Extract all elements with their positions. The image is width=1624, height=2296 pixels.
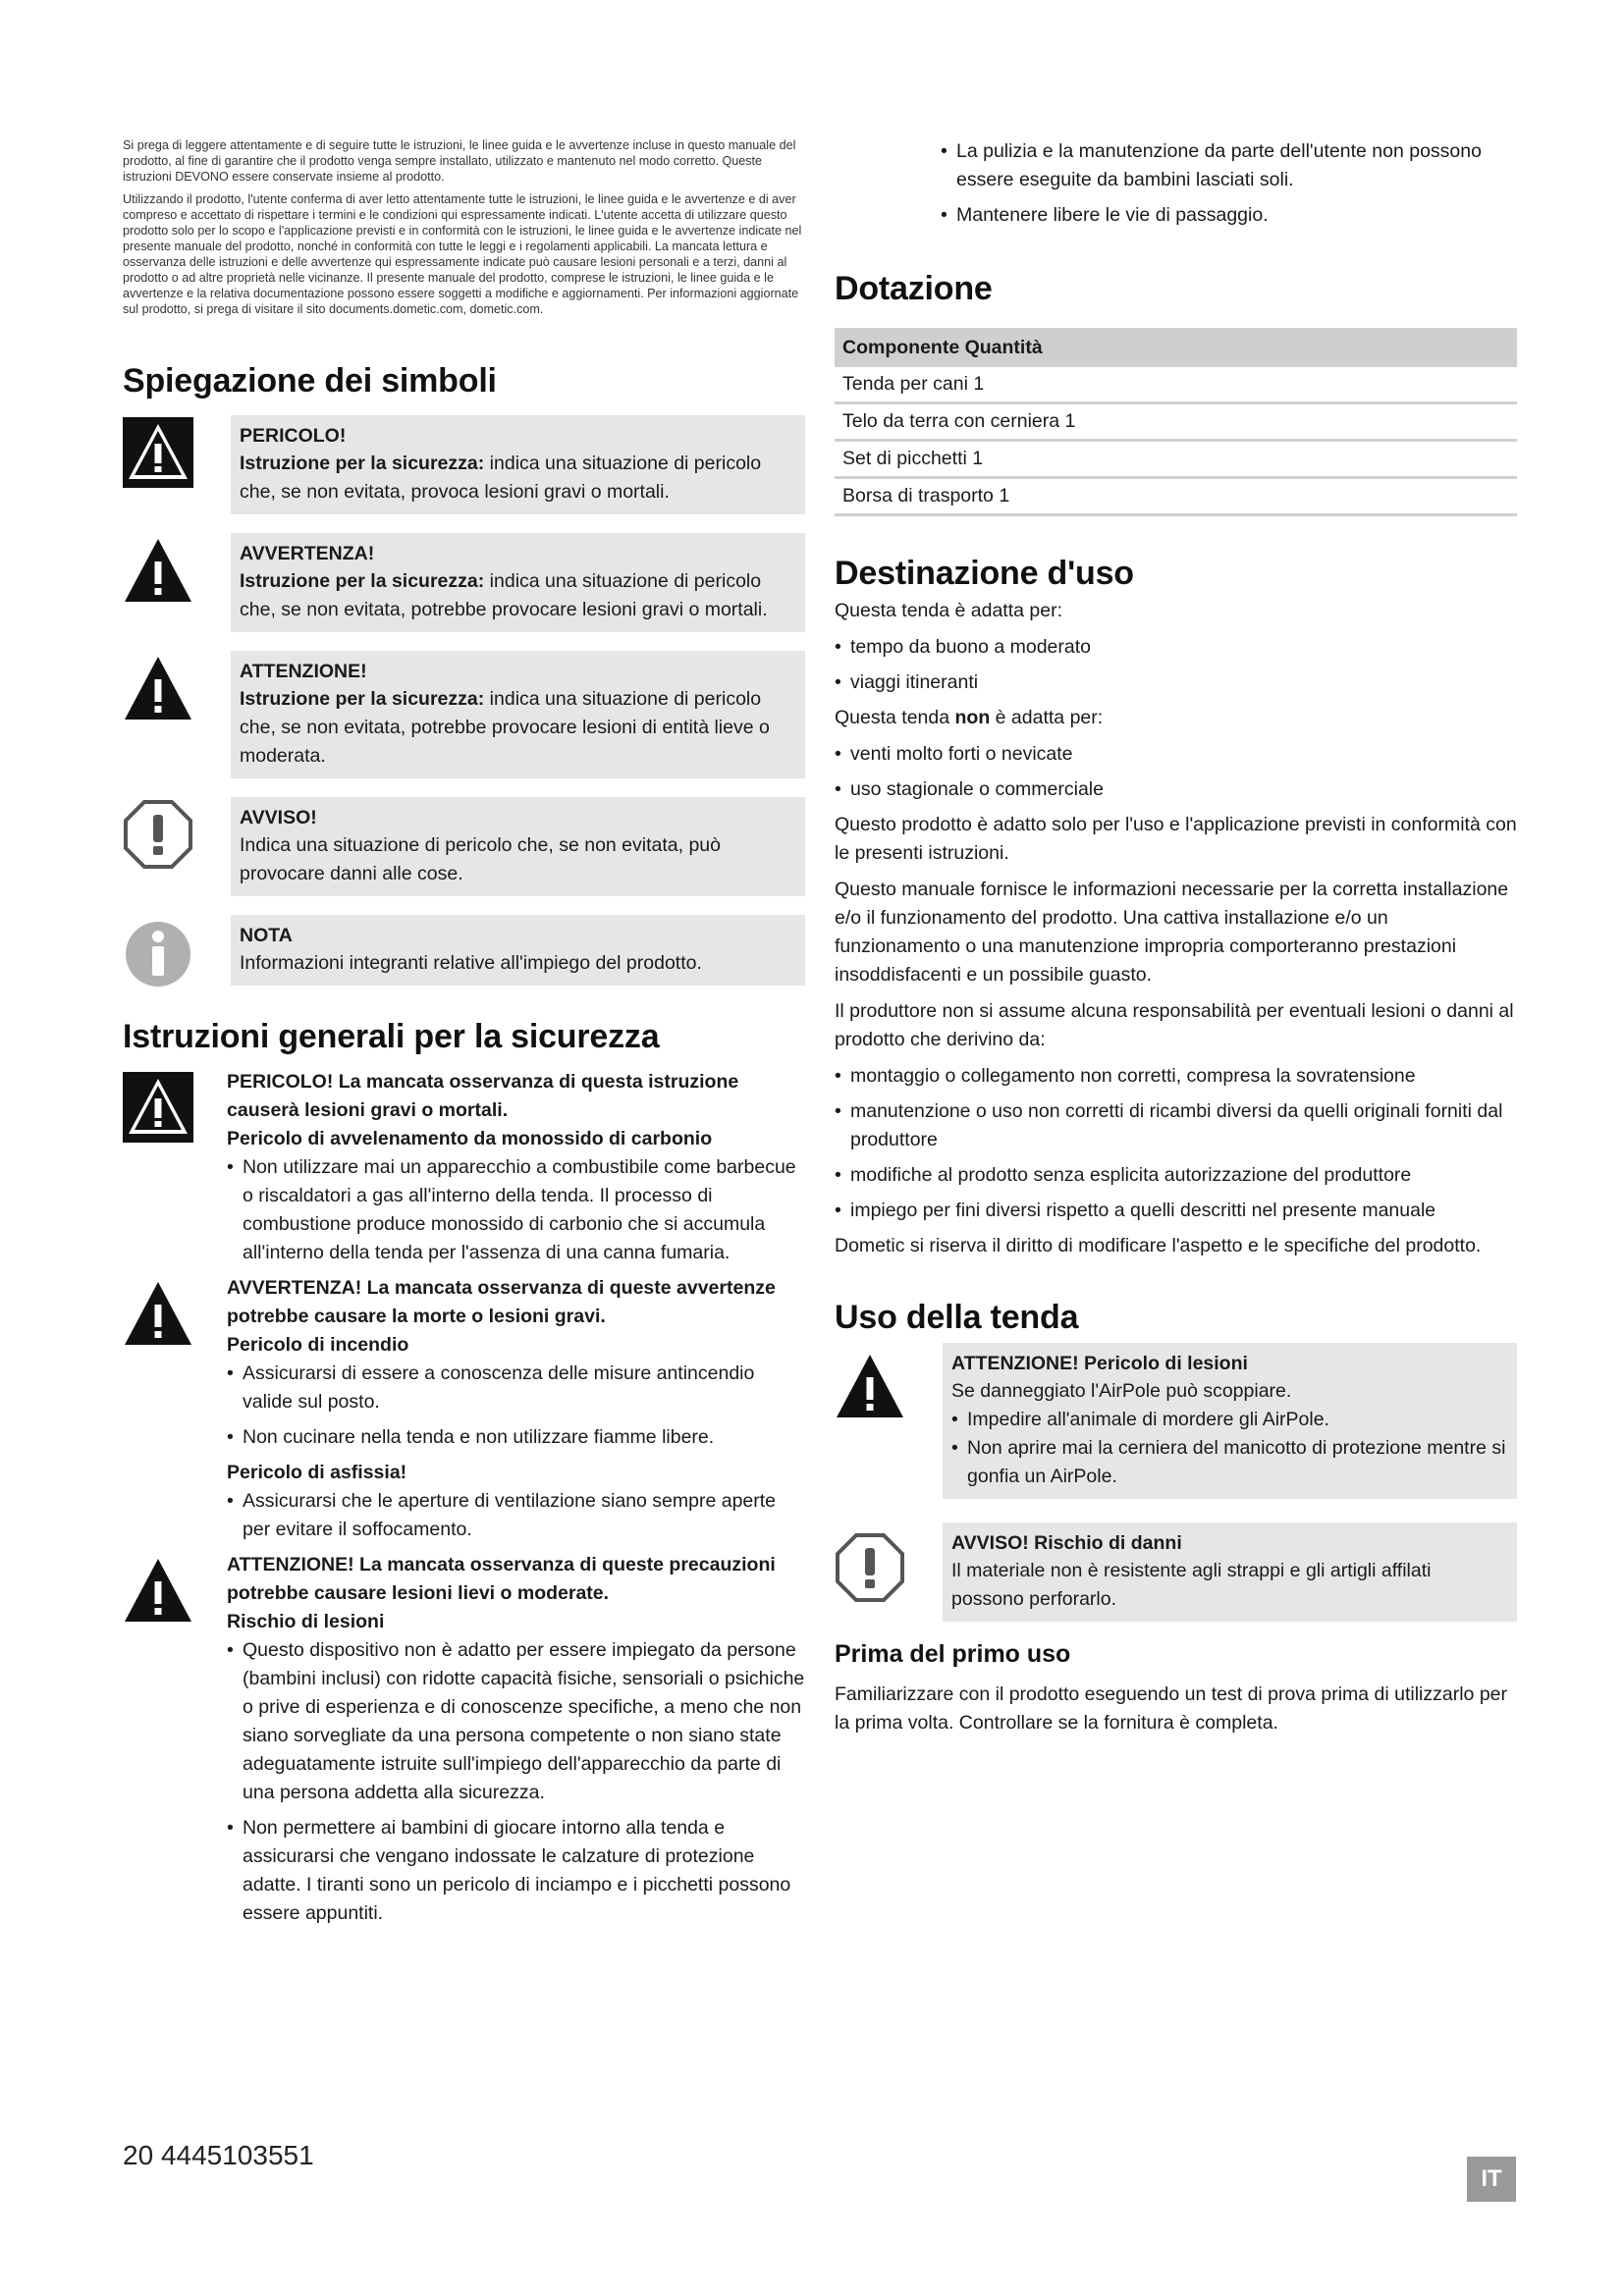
warning-triangle-icon — [123, 535, 193, 606]
destinazione-paragraph: Questo manuale fornisce le informazioni necessarie per la corretta installazione e/o il funzionamento del prodotto. Una cattiva installazione e/o un funzionamento o una manutenzione impropria comporteranno prestazioni insoddisfacenti e un possibile guasto. — [835, 879, 1509, 986]
symbol-danger — [123, 415, 805, 514]
symbol-title: AVVERTENZA! — [240, 543, 375, 564]
symbol-notice-box — [231, 797, 805, 896]
table-header: Componente Quantità — [835, 328, 1517, 367]
safety-warning — [123, 1274, 805, 1551]
list-item: • tempo da buono a moderato — [835, 633, 1517, 662]
symbol-title: PERICOLO! — [240, 425, 347, 447]
intro-paragraph-2: Utilizzando il prodotto, l'utente conferma di aver letto attentamente tutte le istruzioni, le linee guida e le avvertenze e di aver compreso e accettato di rispettare i termini e le condizioni qui espressamente indicati. L'utente accetta di utilizzare questo prodotto solo per lo scopo e l'applicazione previsti e in conformità con le istruzioni, le linee guida e le avvertenze indicate nel presente manuale del prodotto, nonché in conformità con tutte le leggi e i regolamenti applicabili. La mancata lettura e osservanza delle istruzioni e delle avvertenze qui espressamente indicate può causare lesioni personali e a terzi, danni al prodotto o ad altre proprietà nelle vicinanze. Il presente manuale del prodotto, comprese le istruzioni, le linee guida e le avvertenze e la relativa documentazione possono essere soggetti a modifiche e aggiornamenti. Per informazioni aggiornate sul prodotto, si prega di visitare il sito documents.dometic.com, dometic.com. — [123, 192, 802, 316]
uso-caution-text: Se danneggiato l'AirPole può scoppiare. — [951, 1380, 1292, 1402]
table-row: Tenda per cani 1 — [835, 367, 1517, 403]
right-column — [835, 137, 1517, 1745]
symbol-caution — [123, 651, 805, 778]
symbol-text: indica una situazione di pericolo che, se non evitata, provoca lesioni gravi o mortali. — [240, 453, 762, 503]
intro-text — [123, 137, 805, 317]
list-item: • manutenzione o uso non corretti di ricambi diversi da quelli originali forniti dal produttore — [835, 1097, 1517, 1154]
caution-triangle-icon — [835, 1351, 905, 1421]
symbol-warning — [123, 533, 805, 632]
safety-warning-head: AVVERTENZA! La mancata osservanza di queste avvertenze potrebbe causare la morte o lesioni gravi. — [227, 1277, 776, 1327]
symbol-text: Informazioni integranti relative all'impiego del prodotto. — [240, 952, 702, 974]
list-item: • Questo dispositivo non è adatto per essere impiegato da persone (bambini inclusi) con ridotte capacità fisiche, sensoriali o psichiche o prive di esperienza e di conoscenze specifiche, a meno che non siano sorvegliate da una persona competente o non siano state adeguatamente istruite sull'impiego dell'apparecchio da parte di una persona addetta alla sicurezza. — [227, 1636, 805, 1807]
list-item: • La pulizia e la manutenzione da parte dell'utente non possono essere eseguite da bambini lasciati soli. — [941, 137, 1517, 194]
safety-caution-head: ATTENZIONE! La mancata osservanza di queste precauzioni potrebbe causare lesioni lievi o moderate. — [227, 1554, 776, 1604]
safety-danger-head: PERICOLO! La mancata osservanza di questa istruzione causerà lesioni gravi o mortali. — [227, 1071, 739, 1121]
list-item: • Non aprire mai la cerniera del manicotto di protezione mentre si gonfia un AirPole. — [951, 1434, 1508, 1491]
dotazione-table — [835, 328, 1517, 516]
symbol-danger-box — [231, 415, 805, 514]
uso-notice-text: Il materiale non è resistente agli strappi e gli artigli affilati possono perforarlo. — [951, 1560, 1432, 1610]
symbol-notice — [123, 797, 805, 896]
language-badge: IT — [1467, 2157, 1516, 2202]
info-icon — [123, 917, 193, 988]
list-item: • Impedire all'animale di mordere gli AirPole. — [951, 1406, 1508, 1434]
left-column — [123, 137, 805, 1935]
list-item: • venti molto forti o nevicate — [835, 740, 1517, 769]
symbol-text: indica una situazione di pericolo che, se non evitata, potrebbe provocare lesioni gravi o mortali. — [240, 570, 768, 620]
list-item: • uso stagionale o commerciale — [835, 775, 1517, 804]
notice-octagon-icon — [123, 799, 193, 870]
table-row: Telo da terra con cerniera 1 — [835, 403, 1517, 441]
list-item: • modifiche al prodotto senza esplicita autorizzazione del produttore — [835, 1161, 1517, 1190]
not-suitable-intro: Questa tenda non è adatta per: — [835, 707, 1104, 728]
safety-warning-sub2: Pericolo di asfissia! — [227, 1462, 407, 1483]
list-item: • viaggi itineranti — [835, 668, 1517, 697]
symbol-lead: Istruzione per la sicurezza: — [240, 453, 485, 474]
uso-caution-box — [943, 1343, 1517, 1499]
caution-triangle-icon — [123, 1555, 193, 1626]
symbol-note — [123, 915, 805, 988]
caution-triangle-icon — [123, 653, 193, 723]
symbol-caution-box — [231, 651, 805, 778]
safety-caution — [123, 1551, 805, 1935]
list-item: • Non cucinare nella tenda e non utilizzare fiamme libere. — [227, 1423, 805, 1452]
symbol-note-box — [231, 915, 805, 986]
first-use-heading: Prima del primo uso — [835, 1640, 1071, 1668]
list-item: • montaggio o collegamento non corretti, compresa la sovratensione — [835, 1062, 1517, 1091]
symbol-title: ATTENZIONE! — [240, 661, 367, 682]
table-row: Set di picchetti 1 — [835, 441, 1517, 478]
safety-danger-sub: Pericolo di avvelenamento da monossido di carbonio — [227, 1128, 713, 1149]
table-row: Borsa di trasporto 1 — [835, 478, 1517, 515]
symbol-title: NOTA — [240, 925, 293, 946]
destinazione-paragraph: Dometic si riserva il diritto di modificare l'aspetto e le specifiche del prodotto. — [835, 1235, 1482, 1256]
safety-heading: Istruzioni generali per la sicurezza — [123, 1018, 660, 1055]
list-item: • Non utilizzare mai un apparecchio a combustibile come barbecue o riscaldatori a gas all'interno della tenda. Il processo di combustione produce monossido di carbonio che si accumula all'interno della tenda per l'assenza di una canna fumaria. — [227, 1153, 805, 1267]
symbol-title: AVVISO! — [240, 807, 317, 828]
symbol-text: indica una situazione di pericolo che, se non evitata, potrebbe provocare lesioni di entità lieve o moderata. — [240, 688, 770, 767]
suitable-intro: Questa tenda è adatta per: — [835, 600, 1063, 621]
intro-paragraph-1: Si prega di leggere attentamente e di seguire tutte le istruzioni, le linee guida e le avvertenze incluse in questo manuale del prodotto, al fine di garantire che il prodotto venga sempre installato, utilizzato e mantenuto nel modo corretto. Queste istruzioni DEVONO essere conservate insieme al prodotto. — [123, 138, 796, 184]
symbol-warning-box — [231, 533, 805, 632]
danger-warning-icon — [123, 1072, 193, 1143]
uso-heading: Uso della tenda — [835, 1299, 1079, 1336]
destinazione-paragraph: Questo prodotto è adatto solo per l'uso e l'applicazione previsti in conformità con le presenti istruzioni. — [835, 814, 1517, 864]
destinazione-paragraph: Il produttore non si assume alcuna responsabilità per eventuali lesioni o danni al prodotto che derivino da: — [835, 1000, 1514, 1050]
first-use-text: Familiarizzare con il prodotto eseguendo un test di prova prima di utilizzarlo per la prima volta. Controllare se la fornitura è completa. — [835, 1683, 1508, 1734]
symbol-lead: Istruzione per la sicurezza: — [240, 570, 485, 592]
destinazione-heading: Destinazione d'uso — [835, 555, 1134, 592]
symbols-heading: Spiegazione dei simboli — [123, 362, 497, 400]
notice-octagon-icon — [835, 1532, 905, 1603]
list-item: • Assicurarsi di essere a conoscenza delle misure antincendio valide sul posto. — [227, 1360, 805, 1416]
uso-caution — [835, 1343, 1517, 1499]
uso-notice — [835, 1522, 1517, 1622]
uso-notice-title: AVVISO! Rischio di danni — [951, 1532, 1182, 1554]
danger-warning-icon — [123, 417, 193, 488]
footer-page-number: 20 4445103551 — [123, 2140, 314, 2170]
uso-caution-title: ATTENZIONE! Pericolo di lesioni — [951, 1353, 1248, 1374]
safety-warning-sub1: Pericolo di incendio — [227, 1334, 409, 1356]
list-item: • Mantenere libere le vie di passaggio. — [941, 201, 1517, 230]
dotazione-heading: Dotazione — [835, 270, 993, 307]
list-item: • Non permettere ai bambini di giocare intorno alla tenda e assicurarsi che vengano indossate le calzature di protezione adatte. I tiranti sono un pericolo di inciampo e i picchetti possono essere appuntiti. — [227, 1814, 805, 1928]
list-item: • impiego per fini diversi rispetto a quelli descritti nel presente manuale — [835, 1197, 1517, 1225]
safety-danger — [123, 1068, 805, 1274]
safety-caution-sub: Rischio di lesioni — [227, 1611, 385, 1632]
uso-notice-box — [943, 1522, 1517, 1622]
symbol-lead: Istruzione per la sicurezza: — [240, 688, 485, 710]
warning-triangle-icon — [123, 1278, 193, 1349]
symbol-text: Indica una situazione di pericolo che, se non evitata, può provocare danni alle cose. — [240, 834, 721, 884]
list-item: • Assicurarsi che le aperture di ventilazione siano sempre aperte per evitare il soffocamento. — [227, 1487, 805, 1544]
